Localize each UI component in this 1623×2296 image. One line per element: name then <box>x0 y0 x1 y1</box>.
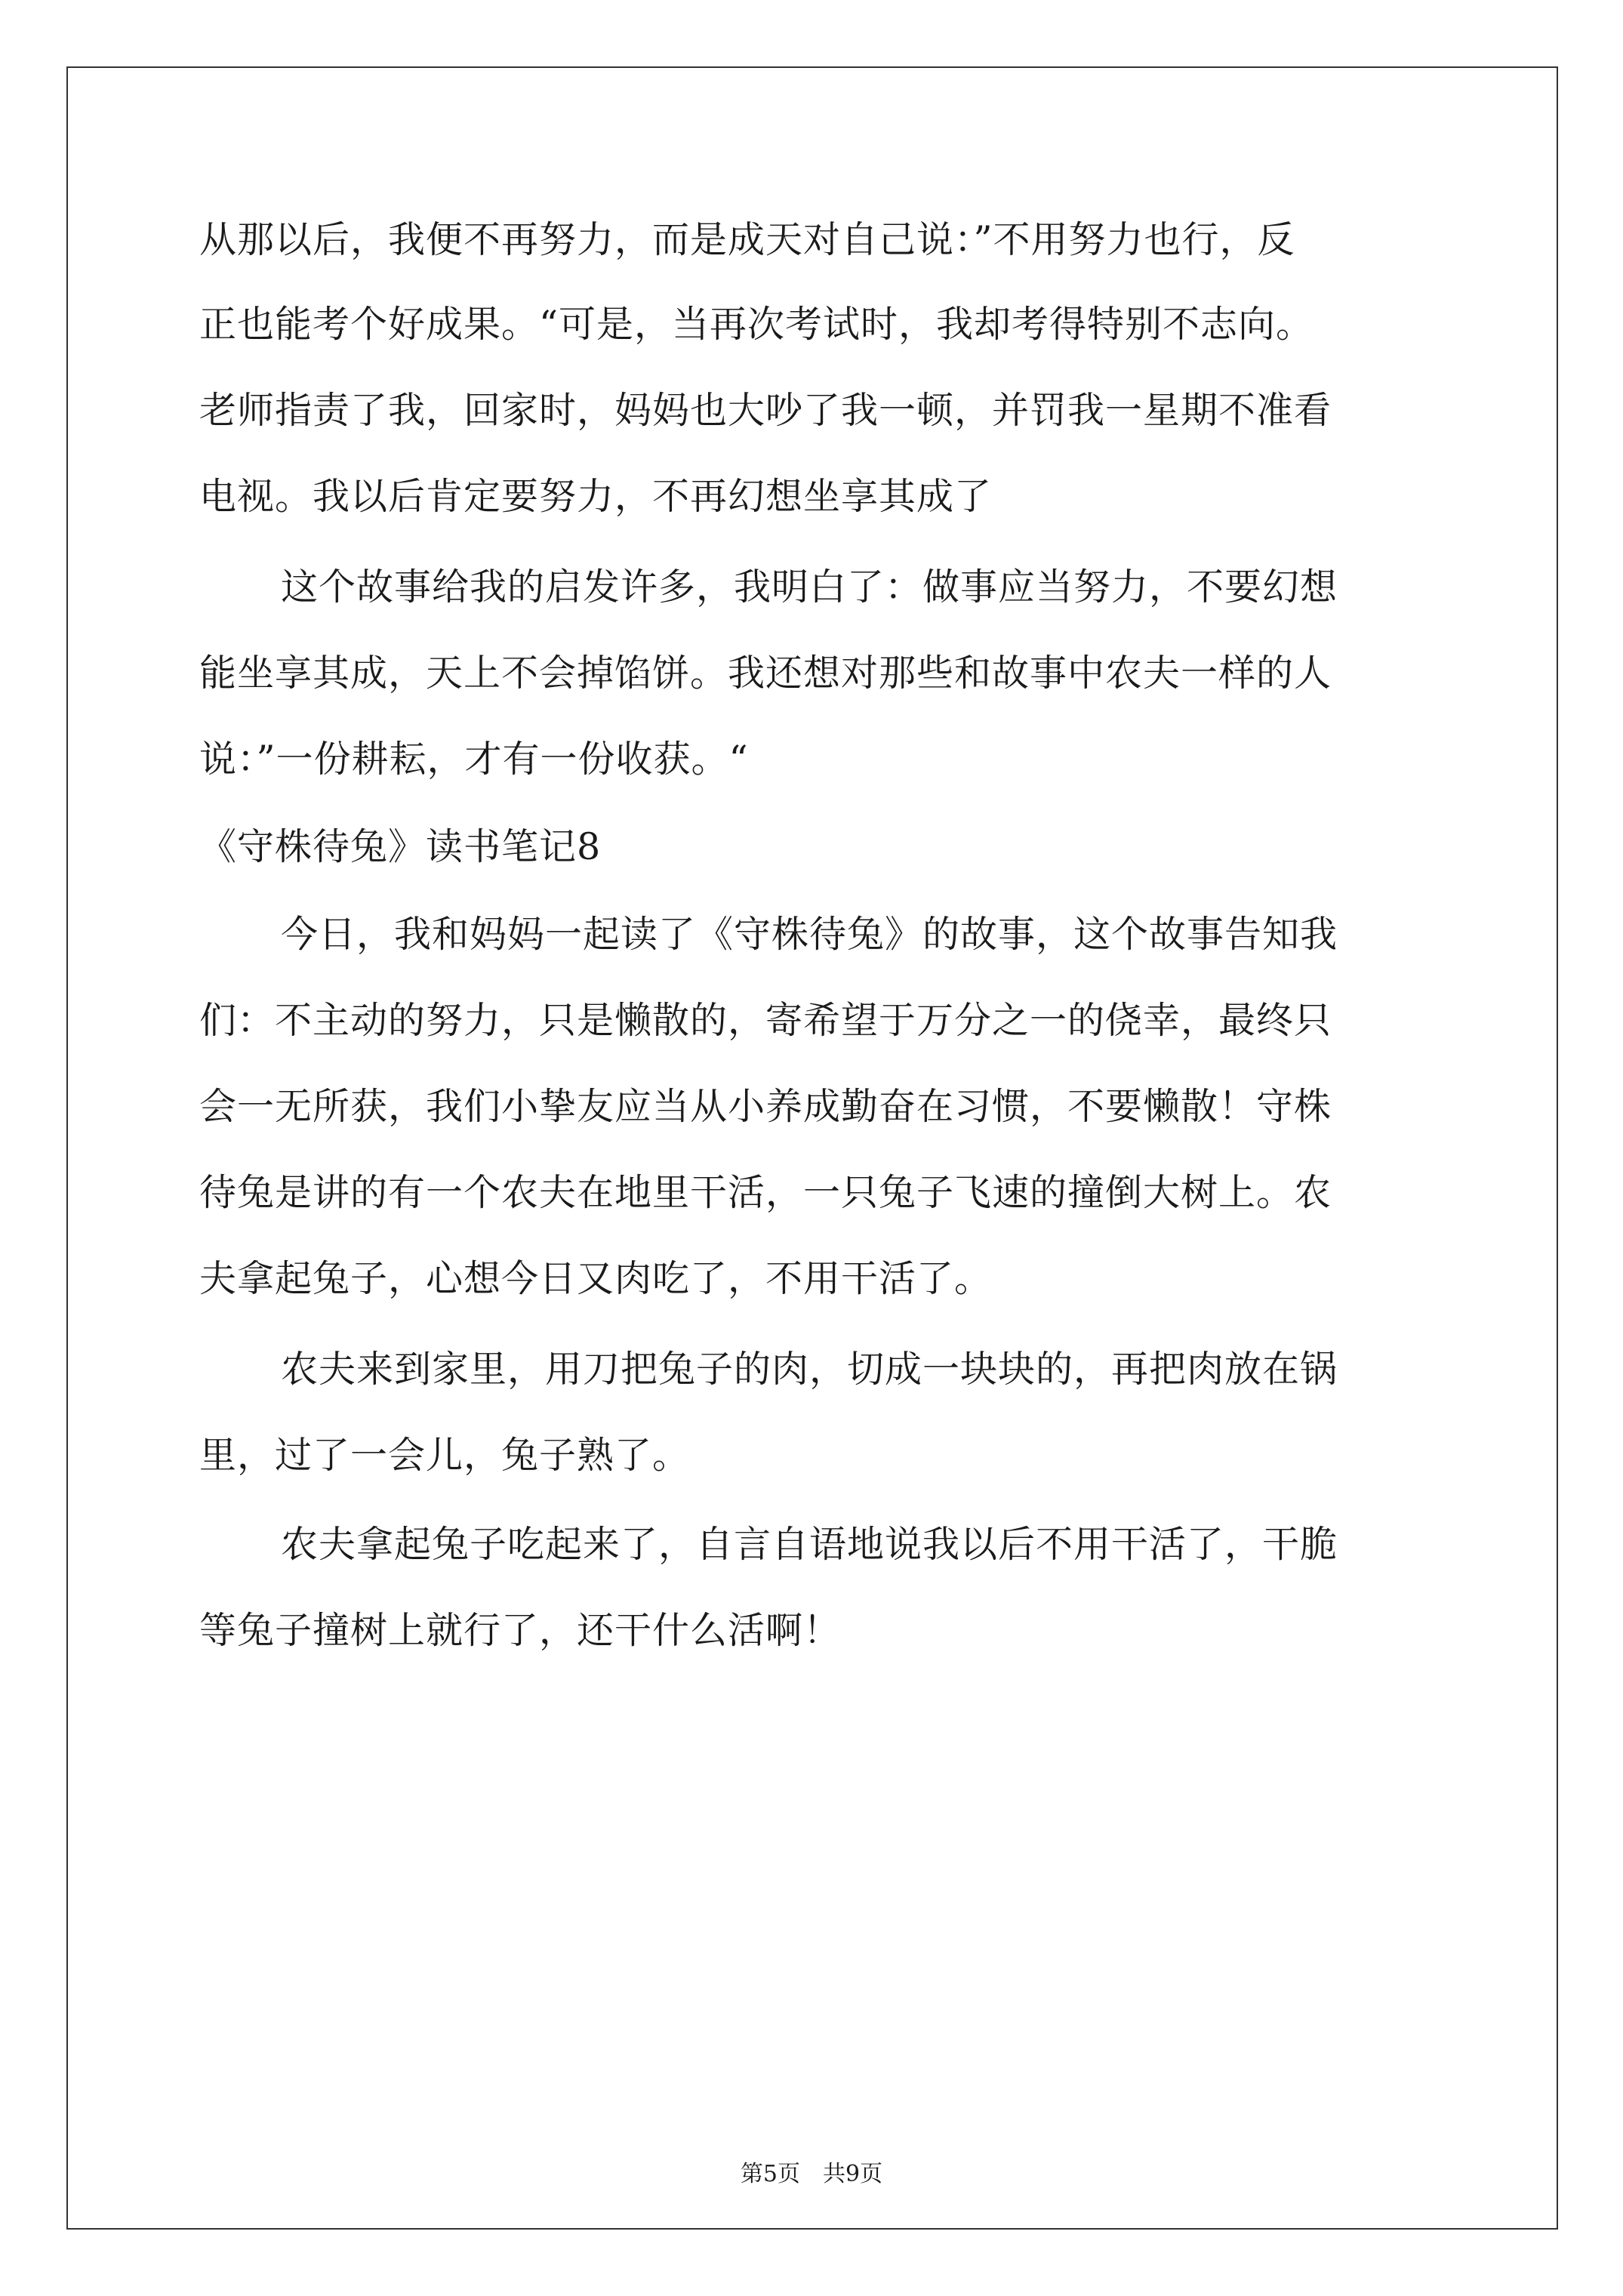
paragraph-line: 老师指责了我，回家时，妈妈也大吵了我一顿，并罚我一星期不准看 <box>199 389 1332 432</box>
section-heading: 《守株待兔》读书笔记8 <box>199 825 602 868</box>
paragraph-line: 这个故事给我的启发许多，我明白了：做事应当努力，不要幻想 <box>281 566 1338 609</box>
paragraph-line: 能坐享其成，天上不会掉馅饼。我还想对那些和故事中农夫一样的人 <box>199 652 1332 695</box>
page-number: 第5页 共9页 <box>740 2161 883 2187</box>
paragraph-line: 正也能考个好成果。“可是，当再次考试时，我却考得特别不志向。 <box>199 303 1314 346</box>
paragraph-line: 会一无所获，我们小挚友应当从小养成勤奋在习惯，不要懒散！守株 <box>199 1085 1332 1128</box>
paragraph-line: 从那以后，我便不再努力，而是成天对自己说：”不用努力也行，反 <box>199 218 1295 261</box>
paragraph-line: 电视。我以后肯定要努力，不再幻想坐享其成了 <box>199 475 993 518</box>
paragraph-line: 们：不主动的努力，只是懒散的，寄希望于万分之一的侥幸，最终只 <box>199 999 1332 1042</box>
paragraph-line: 农夫拿起兔子吃起来了，自言自语地说我以后不用干活了，干脆 <box>281 1523 1338 1566</box>
paragraph-line: 等兔子撞树上就行了，还干什么活啊！ <box>199 1609 842 1652</box>
paragraph-line: 农夫来到家里，用刀把兔子的肉，切成一块块的，再把肉放在锅 <box>281 1348 1338 1391</box>
paragraph-line: 待兔是讲的有一个农夫在地里干活，一只兔子飞速的撞倒大树上。农 <box>199 1171 1332 1214</box>
paragraph-line: 说：”一份耕耘，才有一份收获。“ <box>199 738 749 781</box>
paragraph-line: 里，过了一会儿，兔子熟了。 <box>199 1434 691 1477</box>
paragraph-line: 夫拿起兔子，心想今日又肉吃了，不用干活了。 <box>199 1257 993 1300</box>
paragraph-line: 今日，我和妈妈一起读了《守株待兔》的故事，这个故事告知我 <box>281 913 1338 956</box>
